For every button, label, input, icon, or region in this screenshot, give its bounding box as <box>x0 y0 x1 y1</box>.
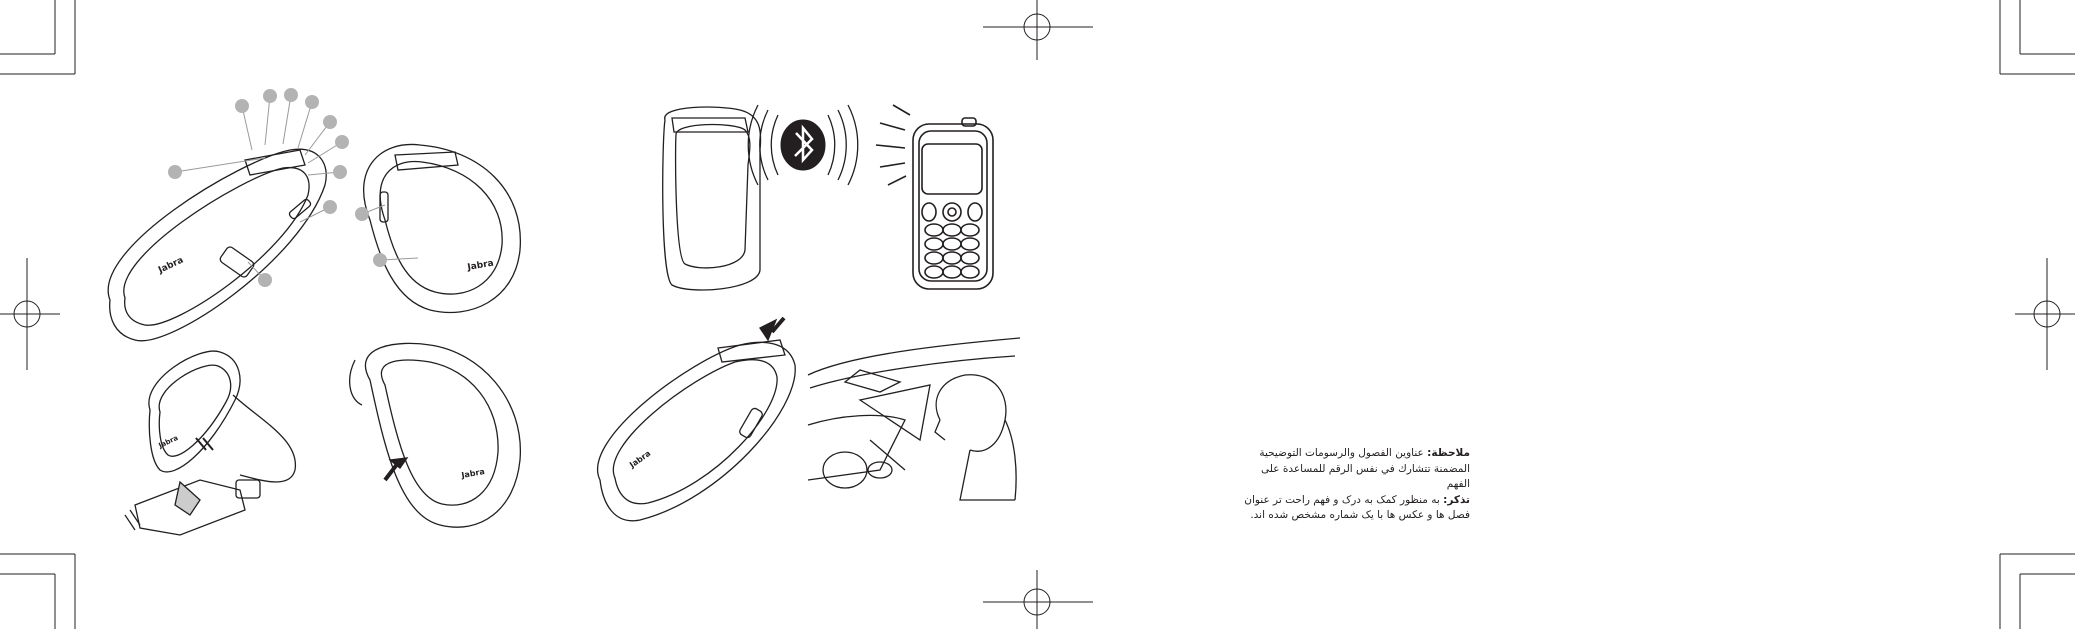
callout-1 <box>235 99 249 113</box>
persian-note-text-1: به منظور کمک به درک و فهم راحت تر عنوان <box>1244 493 1440 506</box>
callout-8 <box>333 165 347 179</box>
brand-logo-charging: Jabra <box>157 433 180 450</box>
speakerphone-side-figure <box>364 144 521 312</box>
pairing-figure <box>663 105 858 290</box>
side-press-figure <box>350 343 521 527</box>
charging-figure <box>125 351 295 535</box>
persian-note-label: تذکر: <box>1443 493 1470 506</box>
top-press-figure <box>598 318 796 521</box>
brand-logo-top: Jabra <box>627 448 653 470</box>
registration-mark-top <box>983 0 1093 60</box>
brand-logo-press: Jabra <box>460 467 486 480</box>
callout-5 <box>323 115 337 129</box>
callout-6 <box>335 135 349 149</box>
callout-10 <box>258 273 272 287</box>
driver-illustration <box>808 338 1020 500</box>
brand-logo-side: Jabra <box>466 258 495 273</box>
callout-11 <box>355 207 369 221</box>
persian-note-line-1 <box>1240 493 1470 509</box>
callout-4 <box>305 95 319 109</box>
callout-12 <box>373 253 387 267</box>
callout-leaders <box>175 95 418 280</box>
registration-mark-left <box>0 258 60 370</box>
callout-7 <box>168 165 182 179</box>
persian-note-line-2: فصل ها و عکس ها با یک شماره مشخص شده اند. <box>1250 509 1470 521</box>
arabic-note-text-1: عناوين الفصول والرسومات التوضيحية <box>1259 447 1424 459</box>
arabic-note-line-1 <box>1240 446 1470 462</box>
arabic-note-label: ملاحظة: <box>1427 447 1470 459</box>
callout-2 <box>263 89 277 103</box>
registration-mark-right <box>2015 258 2075 370</box>
arabic-note-line-2: المضمنة تتشارك في نفس الرقم للمساعدة على الفهم <box>1261 462 1470 490</box>
speakerphone-front-figure <box>108 149 326 341</box>
mobile-phone-icon <box>876 105 993 289</box>
callout-9 <box>323 200 337 214</box>
registration-mark-bottom <box>983 570 1093 629</box>
callout-3 <box>284 88 298 102</box>
bluetooth-icon <box>781 120 825 170</box>
car-charger-icon <box>125 480 260 535</box>
brand-logo-front: Jabra <box>157 255 186 276</box>
translation-note <box>1240 446 1470 524</box>
callout-markers <box>168 88 387 287</box>
